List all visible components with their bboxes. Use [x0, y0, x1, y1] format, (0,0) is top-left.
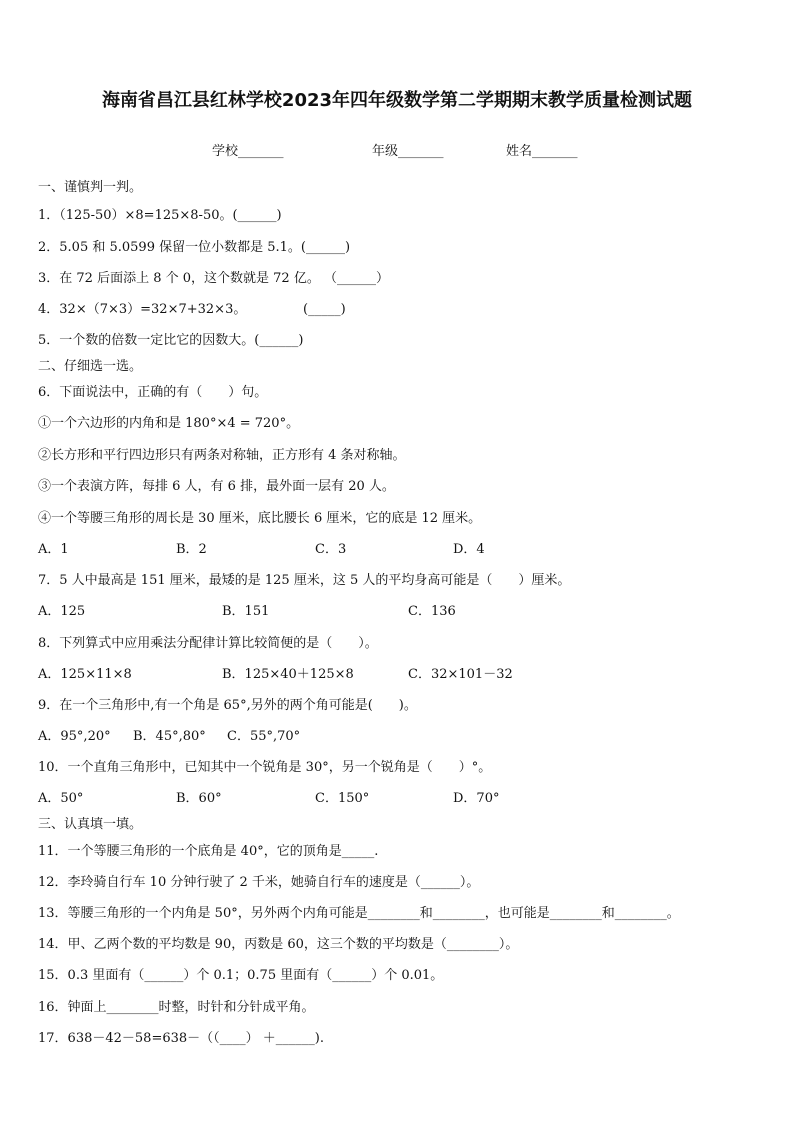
page-title: 海南省昌江县红林学校2023年四年级数学第二学期期末教学质量检测试题: [101, 90, 693, 111]
question-2: 2．5.05 和 5.0599 保留一位小数都是 5.1。(______): [38, 240, 351, 255]
question-10-option-c[interactable]: C．150°: [315, 791, 370, 806]
question-10-option-d[interactable]: D．70°: [453, 791, 500, 806]
question-9-option-c[interactable]: C．55°,70°: [227, 729, 301, 744]
question-9: 9．在一个三角形中,有一个角是 65°,另外的两个角可能是( )。: [38, 698, 417, 713]
question-1: 1．（125-50）×8=125×8-50。(______): [38, 208, 282, 223]
question-15: 15．0.3 里面有（______）个 0.1；0.75 里面有（______）个 0.01。: [38, 968, 444, 983]
question-6-option-b[interactable]: B．2: [176, 542, 207, 557]
question-6-statement-3: ③一个表演方阵，每排 6 人，有 6 排，最外面一层有 20 人。: [38, 479, 395, 494]
question-6: 6．下面说法中，正确的有（ ）句。: [38, 385, 268, 400]
question-10-option-a[interactable]: A．50°: [38, 791, 84, 806]
question-5: 5．一个数的倍数一定比它的因数大。(______): [38, 333, 304, 348]
question-11: 11．一个等腰三角形的一个底角是 40°，它的顶角是_____.: [38, 844, 379, 859]
question-3: 3．在 72 后面添上 8 个 0，这个数就是 72 亿。 （______）: [38, 271, 389, 286]
question-7-option-b[interactable]: B．151: [222, 604, 270, 619]
question-6-statement-4: ④一个等腰三角形的周长是 30 厘米，底比腰长 6 厘米，它的底是 12 厘米。: [38, 511, 482, 526]
question-14: 14．甲、乙两个数的平均数是 90，丙数是 60，这三个数的平均数是（________）。: [38, 937, 519, 952]
question-6-option-a[interactable]: A．1: [38, 542, 69, 557]
question-7-option-a[interactable]: A．125: [38, 604, 86, 619]
question-4-blank: (_____): [303, 302, 346, 317]
question-7-option-c[interactable]: C．136: [408, 604, 456, 619]
question-10: 10．一个直角三角形中，已知其中一个锐角是 30°，另一个锐角是（ ）°。: [38, 760, 492, 775]
question-9-option-b[interactable]: B．45°,80°: [133, 729, 206, 744]
question-16: 16．钟面上________时整，时针和分针成平角。: [38, 1000, 315, 1015]
question-4: 4．32×（7×3）=32×7+32×3。: [38, 302, 247, 317]
name-field[interactable]: 姓名_______: [506, 144, 578, 159]
question-17: 17．638－42－58=638－（（____） ＋______).: [38, 1031, 324, 1046]
question-6-option-d[interactable]: D．4: [453, 542, 485, 557]
question-13: 13．等腰三角形的一个内角是 50°，另外两个内角可能是________和________，也可能是________和________。: [38, 906, 680, 921]
question-8-option-b[interactable]: B．125×40＋125×8: [222, 667, 354, 682]
question-7: 7．5 人中最高是 151 厘米，最矮的是 125 厘米，这 5 人的平均身高可能是（ ）厘米。: [38, 573, 571, 588]
question-6-statement-1: ①一个六边形的内角和是 180°×4 = 720°。: [38, 416, 300, 431]
section-heading-fill: 三、认真填一填。: [38, 817, 143, 832]
question-9-option-a[interactable]: A．95°,20°: [38, 729, 111, 744]
school-field[interactable]: 学校_______: [212, 144, 284, 159]
grade-field[interactable]: 年级_______: [372, 144, 444, 159]
question-8: 8．下列算式中应用乘法分配律计算比较简便的是（ ）。: [38, 636, 378, 651]
question-8-option-c[interactable]: C．32×101－32: [408, 667, 513, 682]
section-heading-judge: 一、谨慎判一判。: [38, 180, 143, 195]
section-heading-choose: 二、仔细选一选。: [38, 359, 143, 374]
question-10-option-b[interactable]: B．60°: [176, 791, 222, 806]
question-12: 12．李玲骑自行车 10 分钟行驶了 2 千米，她骑自行车的速度是（______）。: [38, 875, 480, 890]
question-6-statement-2: ②长方形和平行四边形只有两条对称轴，正方形有 4 条对称轴。: [38, 448, 406, 463]
question-6-option-c[interactable]: C．3: [315, 542, 347, 557]
question-8-option-a[interactable]: A．125×11×8: [38, 667, 132, 682]
